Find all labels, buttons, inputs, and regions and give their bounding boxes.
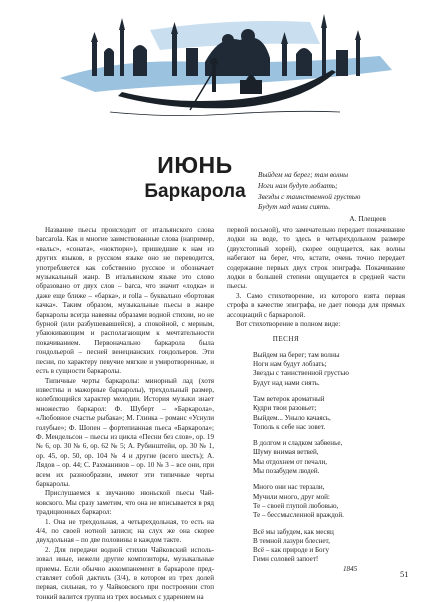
poem-line: Там ветерок ароматный	[253, 394, 325, 403]
epigraph-author: А. Плещеев	[349, 214, 386, 224]
poem-stanza	[253, 395, 405, 432]
paragraph: Название пьесы происходит от итальянского слова barcarola. Как и многие заимствованные слова (например, «вальс», «соната», «ноктюрн»), пришедшие к нам из других языков, в русском языке оно не переводится, употребляется как собственно русское и обозначает музыкальный жанр. В итальянском языке это слово образовано от двух слов – barca, что значит «лодка» и даже еще ближе – «барка», и rolla – буквально «бортовая качка». Таким образом, музыкальные пьесы в жанре баркаролы всегда навеяны образами водной стихии, но не бурной (или разбушевавшейся), а спокойной, с мерным, убаюкивающим и располагающим к мечтательности покачиванием. Первоначально баркарола была гондольерой – песней венецианских гондольеров. Эти песни, по характеру певучие мягкие и умиротворенные, и есть в сущности баркаролы.	[36, 226, 214, 376]
poem-line: Звезды с таинственной грустью	[253, 369, 349, 378]
venice-banner-illustration	[0, 0, 425, 122]
poem-line: Те – своей глупой любовью,	[253, 501, 339, 510]
poem-line: В долгом и сладком забвенье,	[253, 439, 343, 448]
poem-line: Гимн соловей запоет!	[253, 555, 319, 564]
water-lines	[110, 111, 340, 115]
poem-line: Выйдем... Уныло качаясь,	[253, 413, 331, 422]
poem-line: Тополь к себе нас зовет.	[253, 422, 326, 431]
paragraph: Вот стихотворение в полном виде:	[236, 320, 341, 329]
epigraph-line: Будут над нами сиять.	[258, 202, 331, 212]
poem-line: Те – бессмысленной враждой.	[253, 511, 344, 520]
month-title: ИЮНЬ	[157, 152, 233, 178]
paragraph: 1. Она не трехдольная, а четырехдольная, то есть на 4/4, по своей нотной записи; на слух же она скорее двухдольная – по две половины в каждом такте.	[36, 517, 214, 545]
left-column	[36, 226, 214, 602]
right-column	[227, 226, 405, 581]
epigraph-line: Звезды с таинственной грустью	[258, 191, 361, 201]
poem-line: Всё мы забудем, как месяц	[253, 527, 334, 536]
paragraph: Типичные черты баркаролы: минорный лад (хотя известны и мажорные баркаролы), трехдольный размер, колеблющийся характер мелодии. История музыки знает множество баркарол: Ф. Шуберт – «Баркарола», «Любовное счастье рыбака»; М. Глинка – романс «Уснули голубые»; Ф. Шопен – фортепианная пьеса «Баркарола»; Ф. Мендельсон – пьесы из цикла «Песни без слов», ор. 19 № 6, ор. 30 № 6, ор. 62 № 5; А. Рубинштейн, ор. 30 № 1, ор. 45, ор. 50, ор. 104 № 4 и другие (всего шесть); А. Лядов – ор. 44; С. Рахманинов – ор. 10 № 3 – все они, при всем их разнообразии, имеют эти типичные черты баркаролы.	[36, 376, 214, 488]
poem-stanza	[253, 351, 405, 388]
poem	[227, 335, 405, 574]
poem-line: Ноги нам будут лобзать;	[253, 360, 327, 369]
paragraph: 3. Само стихотворение, из которого взята первая строфа в качестве эпиграфа, не дает повода для прямых ассоциаций с баркаролой.	[227, 291, 405, 319]
poem-line: Шуму внимая ветвей,	[253, 448, 319, 457]
paragraph: Прислушаемся к звучанию июньской пьесы Чайковского. Мы сразу заметим, что она не вписывается в ряд традиционных баркарол:	[36, 489, 214, 517]
paragraph: 2. Для передачи водной стихии Чайковский использовал иные, нежели другие композиторы, музыкальные приемы. Если обычно аккомпанемент в баркароле представляет собой дактиль (3/4), в котором из трех долей первая, сильная, то у Чайковского при построении стоп тонкий валится группа из трех восьмых с ударением на	[36, 545, 214, 601]
poem-line: Выйдем на берег; там волны	[253, 350, 340, 359]
poem-line: Кудри твои разовьет;	[253, 404, 317, 413]
epigraph	[258, 170, 386, 225]
page-heading	[135, 152, 255, 204]
poem-line: Мы отдохнем от печали,	[253, 457, 328, 466]
poem-line: Мучили много, друг мой:	[253, 492, 330, 501]
poem-line: Много они нас терзали,	[253, 483, 325, 492]
poem-stanza	[253, 483, 405, 520]
piece-title: Баркарола	[144, 181, 246, 202]
poem-year: 1845	[343, 564, 358, 573]
paragraph: первой восьмой), что замечательно передает покачивание лодки на воде, то здесь в четырехдольном размере (двухстопный хорей), скорее ощущается, как волны набегают на берег, что, кстати, очень точно передает содержание первых двух строк эпиграфа. Покачивание лодки в большей степени ощущается в средней части пьесы.	[227, 226, 405, 291]
poem-stanza	[253, 528, 405, 574]
poem-title: ПЕСНЯ	[272, 335, 300, 344]
poem-line: Будут над нами сиять.	[253, 378, 320, 387]
poem-line: Мы позабудем людей.	[253, 467, 320, 476]
epigraph-line: Выйдем на берег; там волны	[258, 170, 349, 179]
poem-stanza	[253, 439, 405, 476]
poem-line: В темной лазури блеснет,	[253, 536, 330, 545]
poem-line: Всё – как природе и Богу	[253, 546, 330, 555]
epigraph-line: Ноги нам будут лобзать;	[258, 180, 338, 190]
page-number: 51	[400, 569, 409, 579]
